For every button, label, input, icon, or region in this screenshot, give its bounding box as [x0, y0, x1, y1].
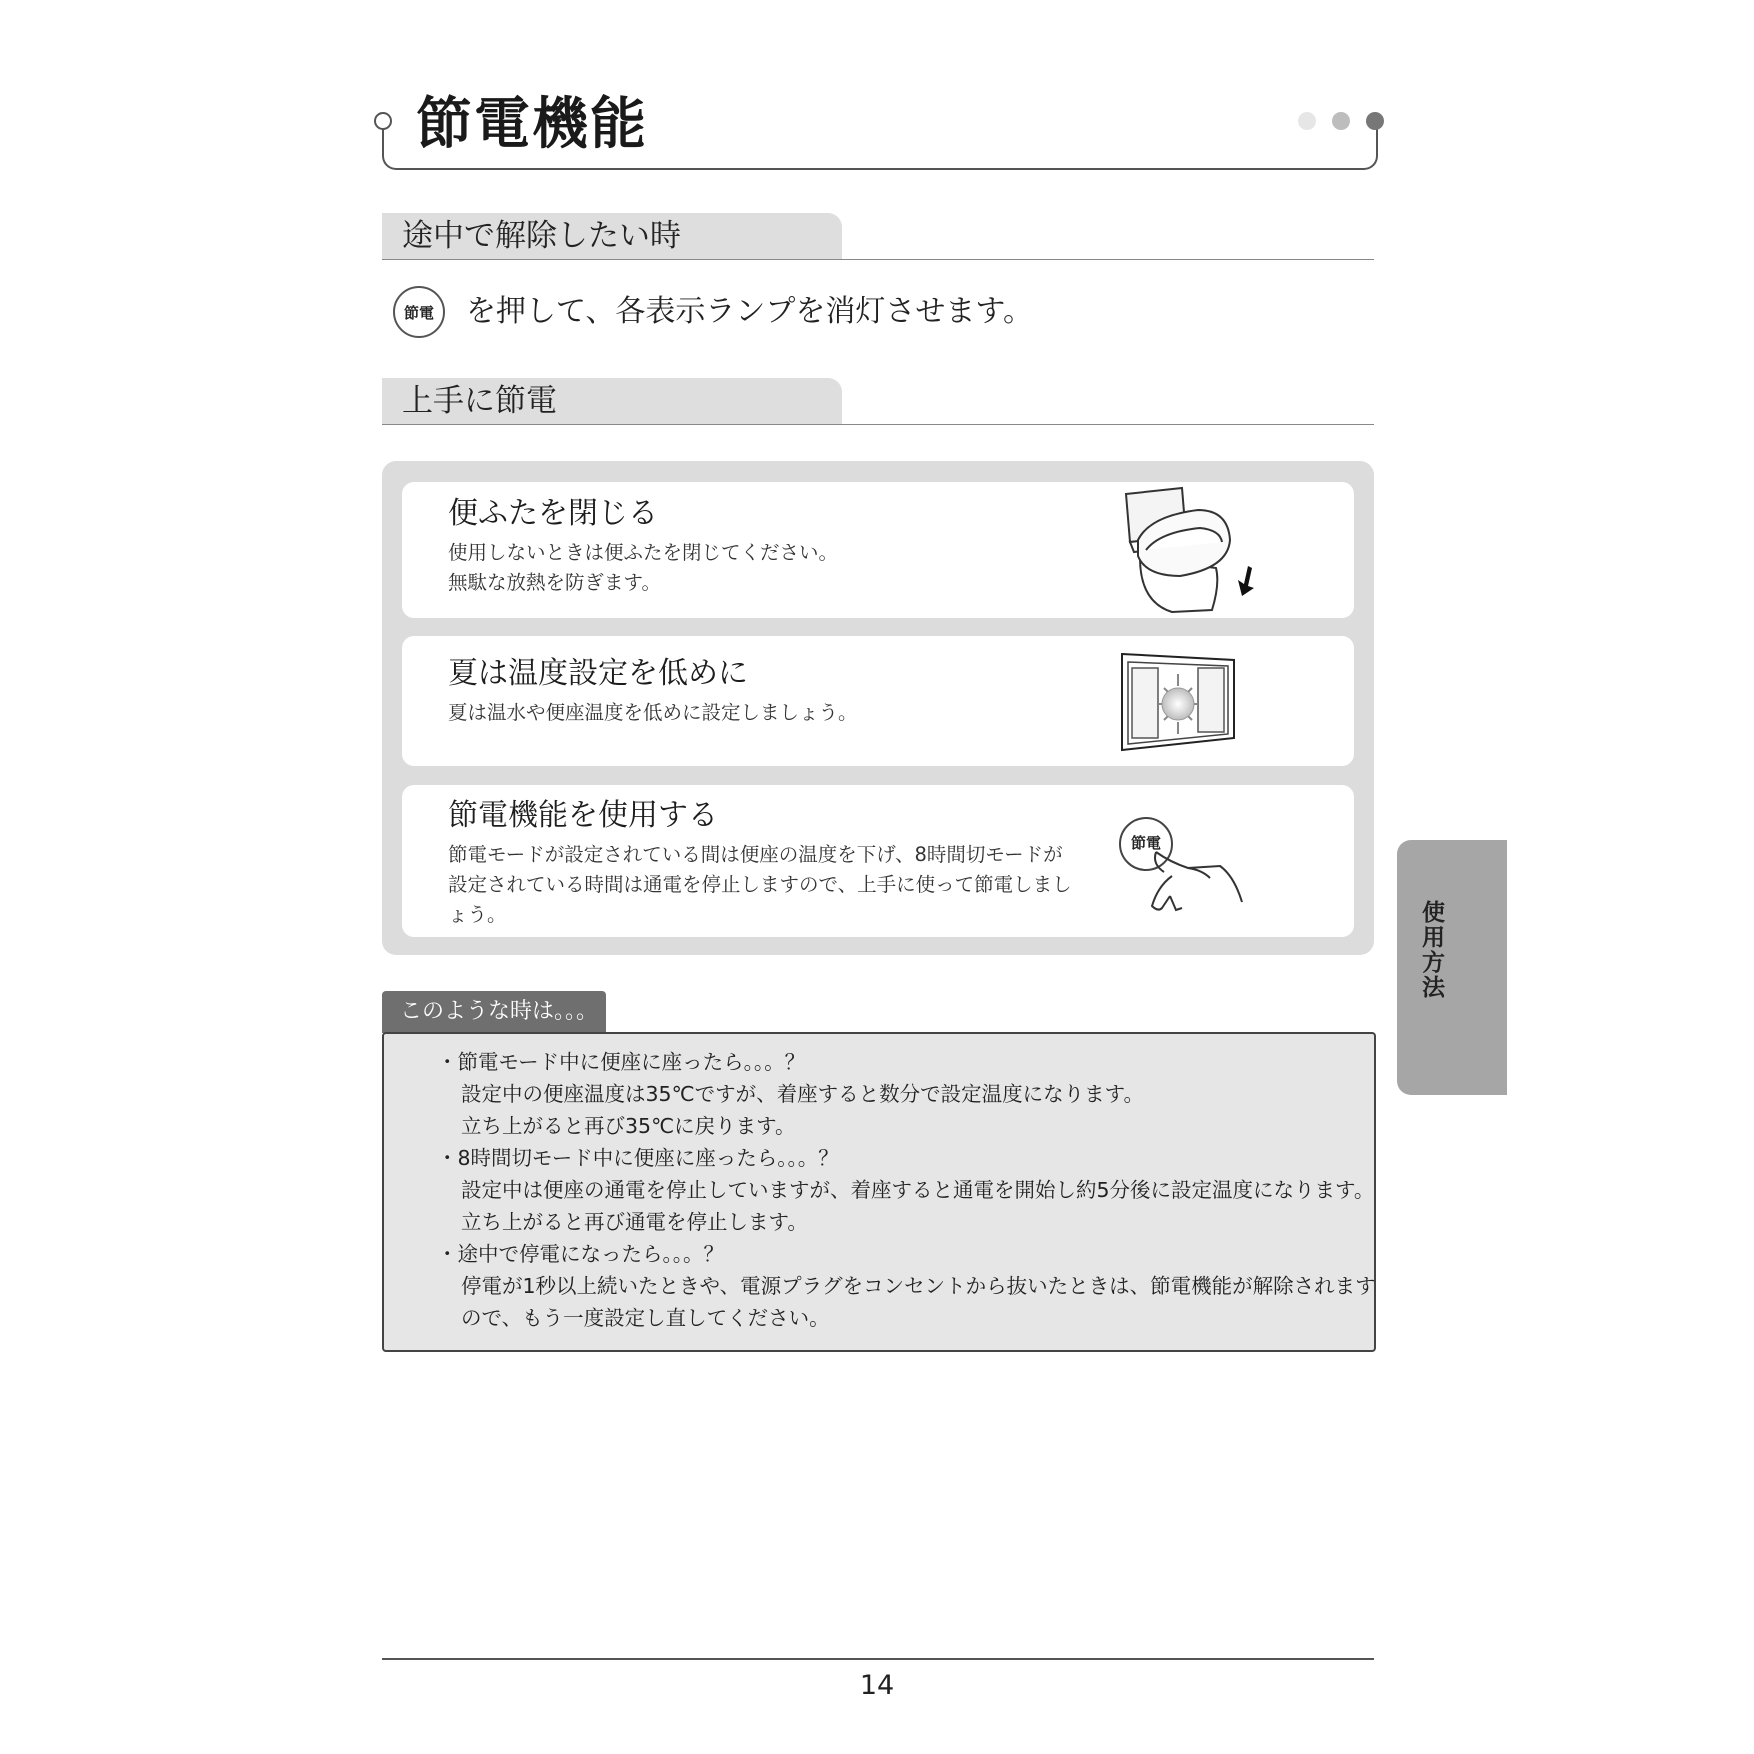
tip-body-close-lid: [448, 538, 1088, 598]
note-answer: 立ち上がると再び35℃に戻ります。: [461, 1114, 796, 1138]
tip-line: 使用しないときは便ふたを閉じてください。: [448, 541, 839, 564]
decor-dot-medium: [1332, 112, 1350, 130]
section-tips-underline: [382, 424, 1374, 425]
hand-pressing-button-icon: [1112, 812, 1262, 924]
section-cancel-title: 途中で解除したい時: [402, 218, 681, 254]
tip-title-summer-temperature: 夏は温度設定を低めに: [448, 656, 748, 691]
title-frame-left-dot: [374, 112, 392, 130]
page-title: 節電機能: [416, 92, 648, 157]
tip-title-use-power-save: 節電機能を使用する: [448, 798, 718, 833]
note-answer: 設定中の便座温度は35℃ですが、着座すると数分で設定温度になります。: [461, 1082, 1144, 1106]
hand-button-label: 節電: [1130, 834, 1161, 852]
decor-dot-light: [1298, 112, 1316, 130]
note-answer: 設定中は便座の通電を停止していますが、着座すると通電を開始し約5分後に設定温度になります。: [461, 1178, 1375, 1202]
page-number: 14: [859, 1670, 895, 1701]
section-tips-title: 上手に節電: [402, 383, 557, 419]
power-save-button-label: 節電: [403, 303, 434, 322]
toilet-lid-icon: [1120, 484, 1270, 616]
tip-line: 設定されている時間は通電を停止しますので、上手に使って節電しまし: [448, 873, 1072, 896]
note-question: ・節電モード中に便座に座ったら。。。？: [437, 1050, 806, 1074]
note-question: ・途中で停電になったら。。。？: [437, 1242, 724, 1266]
tip-line: 夏は温水や便座温度を低めに設定しましょう。: [448, 701, 858, 724]
note-answer: 立ち上がると再び通電を停止します。: [461, 1210, 808, 1234]
side-index-tab-label: 使用方法: [1418, 900, 1444, 1000]
cancel-instruction: を押して、各表示ランプを消灯させます。: [466, 294, 1033, 329]
power-save-button-icon: [393, 286, 445, 338]
tip-title-close-lid: 便ふたを閉じる: [448, 496, 658, 531]
section-cancel-underline: [382, 259, 1374, 260]
note-answer: 停電が1秒以上続いたときや、電源プラグをコンセントから抜いたときは、節電機能が解除されます: [461, 1274, 1376, 1298]
footer-rule: [382, 1658, 1374, 1660]
tip-body-use-power-save: [448, 840, 1088, 930]
tip-body-summer-temperature: [448, 698, 1088, 728]
tip-line: 無駄な放熱を防ぎます。: [448, 571, 661, 594]
tip-line: 節電モードが設定されている間は便座の温度を下げ、8時間切モードが: [448, 843, 1063, 866]
window-sun-icon: [1120, 652, 1238, 754]
tip-line: ょう。: [448, 903, 507, 926]
note-tab-label: このような時は。。。: [400, 999, 599, 1024]
note-question: ・8時間切モード中に便座に座ったら。。。？: [437, 1146, 839, 1170]
title-frame-right-dot: [1366, 112, 1384, 130]
note-answer: ので、もう一度設定し直してください。: [461, 1306, 830, 1330]
